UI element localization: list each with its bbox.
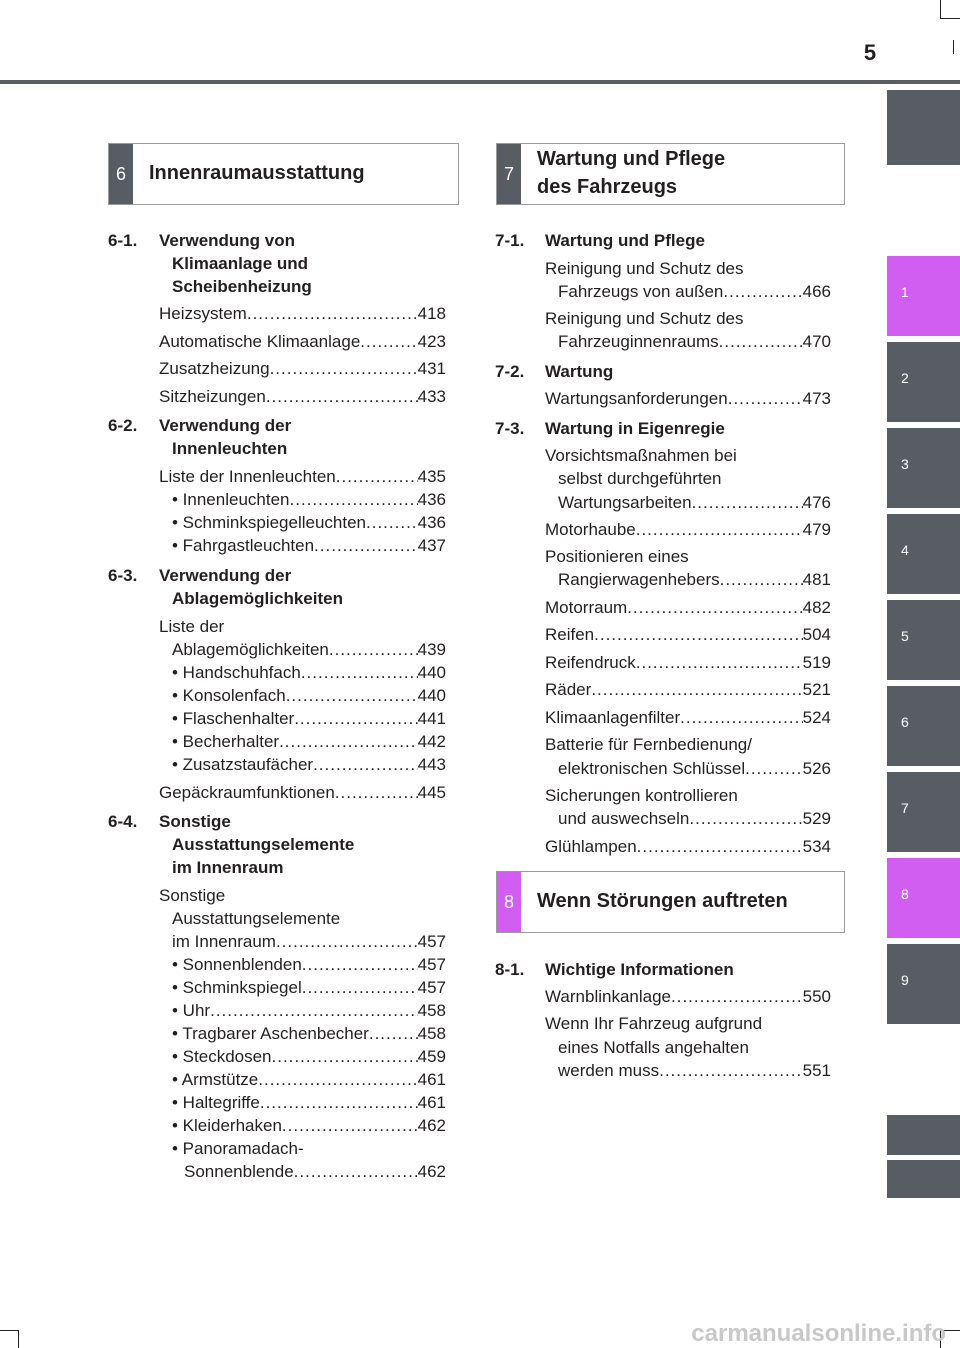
side-tab-3[interactable]: 3 (887, 428, 960, 508)
toc-entry-line[interactable]: Reinigung und Schutz des (545, 309, 744, 328)
toc-entry[interactable]: • Fahrgastleuchten ..... 437 (172, 534, 446, 557)
chapter-number: 6-2. (108, 416, 138, 435)
section-number: 7 (497, 144, 521, 204)
toc-entry[interactable]: Fahrzeugs von außen ..... 466 (558, 280, 831, 303)
chapter-title[interactable]: Sonstige (159, 812, 231, 831)
chapter-title[interactable]: Ausstattungselemente (172, 835, 355, 854)
watermark: carmanualsonline.info (691, 1320, 946, 1347)
chapter-title[interactable]: Wichtige Informationen (545, 960, 734, 979)
chapter-title[interactable]: Wartung und Pflege (545, 231, 705, 250)
chapter-number: 8-1. (495, 960, 525, 979)
crop-mark (0, 1330, 18, 1331)
toc-entry[interactable]: Zusatzheizung ..... 431 (159, 357, 446, 380)
toc-entry[interactable]: Automatische Klimaanlage ..... 423 (159, 330, 446, 353)
toc-entry[interactable]: • Kleiderhaken ..... 462 (172, 1114, 446, 1137)
toc-entry[interactable]: Klimaanlagenfilter ..... 524 (545, 706, 831, 729)
toc-entry[interactable]: Glühlampen ..... 534 (545, 835, 831, 858)
side-tab-4[interactable]: 4 (887, 514, 960, 594)
toc-entry[interactable]: • Innenleuchten ..... 436 (172, 488, 446, 511)
toc-entry[interactable]: Sonnenblende ..... 462 (184, 1160, 446, 1183)
toc-entry[interactable]: Fahrzeuginnenraums ..... 470 (558, 330, 831, 353)
toc-entry-line[interactable]: Vorsichtsmaßnahmen bei (545, 446, 737, 465)
toc-entry[interactable]: Wartungsanforderungen ..... 473 (545, 387, 831, 410)
section-header-8 (496, 871, 845, 933)
toc-entry[interactable]: werden muss ..... 551 (558, 1059, 831, 1082)
header-rule (0, 80, 960, 84)
toc-entry-line[interactable]: • Panoramadach- (172, 1139, 304, 1158)
chapter-title[interactable]: Innenleuchten (172, 439, 288, 458)
toc-entry[interactable]: • Armstütze ..... 461 (172, 1068, 446, 1091)
chapter-number: 7-3. (495, 419, 525, 438)
side-tab-6[interactable]: 6 (887, 686, 960, 766)
chapter-title[interactable]: Wartung in Eigenregie (545, 419, 725, 438)
side-tab-5[interactable]: 5 (887, 600, 960, 680)
chapter-title[interactable]: Ablagemöglichkeiten (172, 589, 343, 608)
toc-entry-line[interactable]: Reinigung und Schutz des (545, 259, 744, 278)
section-title-line2: des Fahrzeugs (537, 176, 678, 198)
toc-entry-line[interactable]: Ausstattungselemente (172, 909, 341, 928)
chapter-number: 7-2. (495, 362, 525, 381)
toc-entry[interactable]: elektronischen Schlüssel ..... 526 (558, 757, 831, 780)
chapter-number: 6-3. (108, 566, 138, 585)
page-number: 5 (863, 40, 877, 65)
toc-entry[interactable]: Gepäckraumfunktionen ..... 445 (159, 781, 446, 804)
side-tab-2[interactable]: 2 (887, 342, 960, 422)
crop-mark (18, 1330, 19, 1348)
toc-entry[interactable]: Ablagemöglichkeiten ..... 439 (172, 638, 446, 661)
toc-entry-line[interactable]: Batterie für Fernbedienung/ (545, 735, 752, 754)
section-header-7 (496, 143, 845, 205)
toc-entry[interactable]: Liste der Innenleuchten ..... 435 (159, 465, 446, 488)
chapter-title[interactable]: Verwendung der (159, 416, 292, 435)
section-title: Wenn Störungen auftreten (537, 890, 788, 912)
chapter-number: 6-4. (108, 812, 138, 831)
toc-entry-line[interactable]: eines Notfalls angehalten (558, 1038, 749, 1057)
toc-entry[interactable]: Rangierwagenhebers ..... 481 (558, 568, 831, 591)
toc-entry[interactable]: Reifen ..... 504 (545, 623, 831, 646)
chapter-number: 6-1. (108, 231, 138, 250)
toc-entry[interactable]: • Handschuhfach ..... 440 (172, 661, 446, 684)
chapter-title[interactable]: Verwendung von (159, 231, 296, 250)
toc-entry[interactable]: • Zusatzstaufächer ..... 443 (172, 753, 446, 776)
side-tab-blank-bottom-1[interactable] (887, 1115, 960, 1155)
toc-entry[interactable]: • Sonnenblenden ..... 457 (172, 953, 446, 976)
toc-entry-line[interactable]: Positionieren eines (545, 547, 689, 566)
chapter-title[interactable]: Klimaanlage und (172, 254, 309, 273)
chapter-title[interactable]: Verwendung der (159, 566, 292, 585)
side-tab-blank-bottom-2[interactable] (887, 1160, 960, 1198)
toc-entry[interactable]: • Steckdosen ..... 459 (172, 1045, 446, 1068)
section-title: Innenraumausstattung (149, 162, 365, 184)
toc-entry-line[interactable]: Sonstige (159, 886, 226, 905)
toc-entry[interactable]: • Tragbarer Aschenbecher ..... 458 (172, 1022, 446, 1045)
toc-entry-line[interactable]: Sicherungen kontrollieren (545, 786, 738, 805)
crop-mark (940, 0, 941, 18)
chapter-title[interactable]: Scheibenheizung (172, 277, 312, 296)
section-number: 8 (497, 872, 521, 932)
crop-mark (940, 18, 960, 19)
side-tab-8[interactable]: 8 (887, 858, 960, 938)
toc-entry[interactable]: und auswechseln ..... 529 (558, 807, 831, 830)
chapter-title[interactable]: im Innenraum (172, 858, 284, 877)
side-tab-7[interactable]: 7 (887, 772, 960, 852)
side-tab-9[interactable]: 9 (887, 944, 960, 1024)
toc-entry[interactable]: • Haltegriffe ..... 461 (172, 1091, 446, 1114)
toc-entry-line[interactable]: Liste der (159, 617, 225, 636)
toc-entry[interactable]: Räder ..... 521 (545, 678, 831, 701)
section-title-line1: Wartung und Pflege (537, 148, 726, 170)
toc-entry[interactable]: Wartungsarbeiten ..... 476 (558, 491, 831, 514)
chapter-title[interactable]: Wartung (545, 362, 614, 381)
toc-entry-line[interactable]: Wenn Ihr Fahrzeug aufgrund (545, 1014, 763, 1033)
toc-entry[interactable]: im Innenraum ..... 457 (172, 930, 446, 953)
toc-entry[interactable]: • Uhr ..... 458 (172, 999, 446, 1022)
side-tab-1[interactable]: 1 (887, 256, 960, 336)
toc-entry[interactable]: Motorraum ..... 482 (545, 596, 831, 619)
toc-entry[interactable]: • Flaschenhalter ..... 441 (172, 707, 446, 730)
toc-entry[interactable]: Warnblinkanlage ..... 550 (545, 985, 831, 1008)
toc-entry[interactable]: • Schminkspiegelleuchten ..... 436 (172, 511, 446, 534)
side-tab-blank-top[interactable] (887, 90, 960, 165)
toc-entry[interactable]: • Becherhalter ..... 442 (172, 730, 446, 753)
crop-mark (953, 40, 954, 54)
chapter-number: 7-1. (495, 231, 525, 250)
toc-entry[interactable]: • Schminkspiegel ..... 457 (172, 976, 446, 999)
section-number: 6 (109, 144, 133, 204)
toc-entry[interactable]: Reifendruck ..... 519 (545, 651, 831, 674)
section-header-6 (108, 143, 459, 205)
toc-entry[interactable]: • Konsolenfach ..... 440 (172, 684, 446, 707)
toc-entry[interactable]: Sitzheizungen ..... 433 (159, 385, 446, 408)
toc-entry[interactable]: Motorhaube ..... 479 (545, 518, 831, 541)
toc-entry-line[interactable]: selbst durchgeführten (558, 469, 722, 488)
toc-entry[interactable]: Heizsystem ..... 418 (159, 302, 446, 325)
